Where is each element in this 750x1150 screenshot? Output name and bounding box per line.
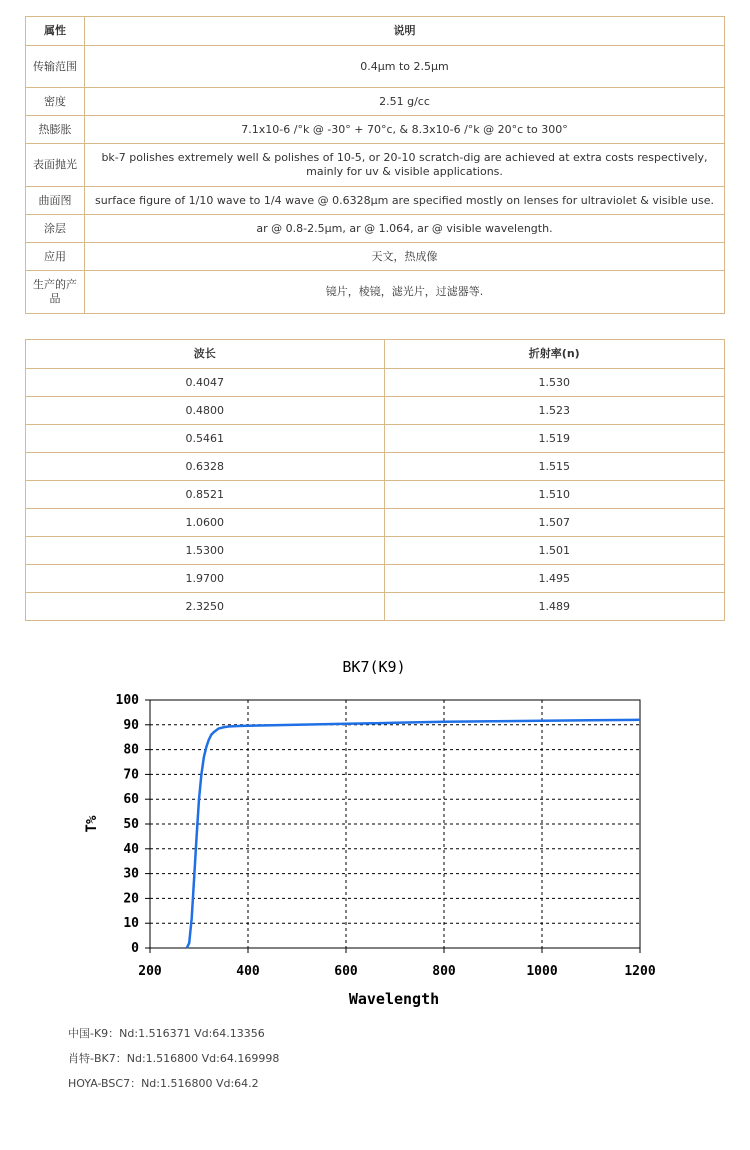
header-attribute: 属性 xyxy=(26,17,85,46)
y-tick-label: 40 xyxy=(123,841,139,857)
index-cell: 1.507 xyxy=(384,509,725,537)
index-cell: 1.510 xyxy=(384,481,725,509)
wavelength-cell: 0.5461 xyxy=(26,425,385,453)
glass-notes xyxy=(68,1025,279,1100)
y-tick-label: 70 xyxy=(123,767,139,783)
y-tick-label: 90 xyxy=(123,717,139,733)
properties-header-row xyxy=(26,17,725,46)
y-tick-label: 30 xyxy=(123,866,139,882)
table-row xyxy=(26,243,725,271)
refractive-index-table xyxy=(25,339,725,621)
table-row xyxy=(26,144,725,187)
chart-grid xyxy=(150,700,640,948)
table-row xyxy=(26,425,725,453)
property-name: 表面抛光 xyxy=(26,144,85,187)
ri-header-row xyxy=(26,340,725,369)
property-desc: 7.1x10-6 /°k @ -30° + 70°c, & 8.3x10-6 /°k @ 20°c to 300° xyxy=(85,116,725,144)
index-cell: 1.501 xyxy=(384,537,725,565)
property-desc: ar @ 0.8-2.5μm, ar @ 1.064, ar @ visible wavelength. xyxy=(85,215,725,243)
table-row xyxy=(26,593,725,621)
x-axis-label: Wavelength xyxy=(348,990,440,1008)
property-name: 热膨胀 xyxy=(26,116,85,144)
wavelength-cell: 1.0600 xyxy=(26,509,385,537)
y-tick-label: 10 xyxy=(123,916,139,932)
property-name: 传输范围 xyxy=(26,46,85,88)
index-cell: 1.515 xyxy=(384,453,725,481)
property-desc: 2.51 g/cc xyxy=(85,88,725,116)
series-line xyxy=(187,720,640,948)
property-desc: bk-7 polishes extremely well & polishes of 10-5, or 20-10 scratch-dig are achieved at extra costs respectively, mainly for uv & visible applications. xyxy=(85,144,725,187)
y-tick-label: 60 xyxy=(123,792,139,808)
table-row xyxy=(26,187,725,215)
transmission-chart xyxy=(60,648,680,1018)
x-tick-label: 200 xyxy=(138,964,162,979)
property-desc: 0.4μm to 2.5μm xyxy=(85,46,725,88)
table-row xyxy=(26,481,725,509)
y-tick-label: 0 xyxy=(131,941,139,956)
index-cell: 1.530 xyxy=(384,369,725,397)
index-cell: 1.489 xyxy=(384,593,725,621)
table-row xyxy=(26,271,725,314)
property-name: 应用 xyxy=(26,243,85,271)
table-row xyxy=(26,369,725,397)
x-tick-label: 1000 xyxy=(526,964,558,979)
note-schott-bk7: 肖特-BK7：Nd:1.516800 Vd:64.169998 xyxy=(68,1052,280,1065)
wavelength-cell: 0.4047 xyxy=(26,369,385,397)
x-tick-label: 600 xyxy=(334,964,358,979)
note-china-k9: 中国-K9：Nd:1.516371 Vd:64.13356 xyxy=(68,1027,265,1040)
x-tick-label: 1200 xyxy=(624,964,656,979)
wavelength-cell: 2.3250 xyxy=(26,593,385,621)
header-refractive-index: 折射率(n) xyxy=(384,340,725,369)
y-axis-label: T% xyxy=(84,815,100,833)
x-tick-label: 400 xyxy=(236,964,260,979)
y-tick-label: 100 xyxy=(115,693,139,708)
table-row xyxy=(26,46,725,88)
y-tick-label: 80 xyxy=(123,742,139,758)
table-row xyxy=(26,537,725,565)
header-wavelength: 波长 xyxy=(26,340,385,369)
wavelength-cell: 0.6328 xyxy=(26,453,385,481)
table-row xyxy=(26,88,725,116)
y-tick-label: 50 xyxy=(123,817,139,832)
index-cell: 1.519 xyxy=(384,425,725,453)
wavelength-cell: 0.4800 xyxy=(26,397,385,425)
table-row xyxy=(26,116,725,144)
property-desc: 天文，热成像 xyxy=(85,243,725,271)
wavelength-cell: 1.9700 xyxy=(26,565,385,593)
property-name: 曲面图 xyxy=(26,187,85,215)
note-hoya-bsc7: HOYA-BSC7：Nd:1.516800 Vd:64.2 xyxy=(68,1077,259,1090)
index-cell: 1.523 xyxy=(384,397,725,425)
header-description: 说明 xyxy=(85,17,725,46)
index-cell: 1.495 xyxy=(384,565,725,593)
property-name: 涂层 xyxy=(26,215,85,243)
chart-title: BK7(K9) xyxy=(342,658,406,676)
property-desc: surface figure of 1/10 wave to 1/4 wave @ 0.6328μm are specified mostly on lenses for ultraviolet & visible use. xyxy=(85,187,725,215)
wavelength-cell: 0.8521 xyxy=(26,481,385,509)
property-name: 生产的产品 xyxy=(26,271,85,314)
property-name: 密度 xyxy=(26,88,85,116)
table-row xyxy=(26,565,725,593)
table-row xyxy=(26,215,725,243)
table-row xyxy=(26,397,725,425)
property-desc: 镜片，棱镜，滤光片，过滤器等. xyxy=(85,271,725,314)
x-tick-label: 800 xyxy=(432,964,456,979)
y-tick-label: 20 xyxy=(123,891,139,907)
table-row xyxy=(26,509,725,537)
properties-table xyxy=(25,16,725,314)
wavelength-cell: 1.5300 xyxy=(26,537,385,565)
table-row xyxy=(26,453,725,481)
